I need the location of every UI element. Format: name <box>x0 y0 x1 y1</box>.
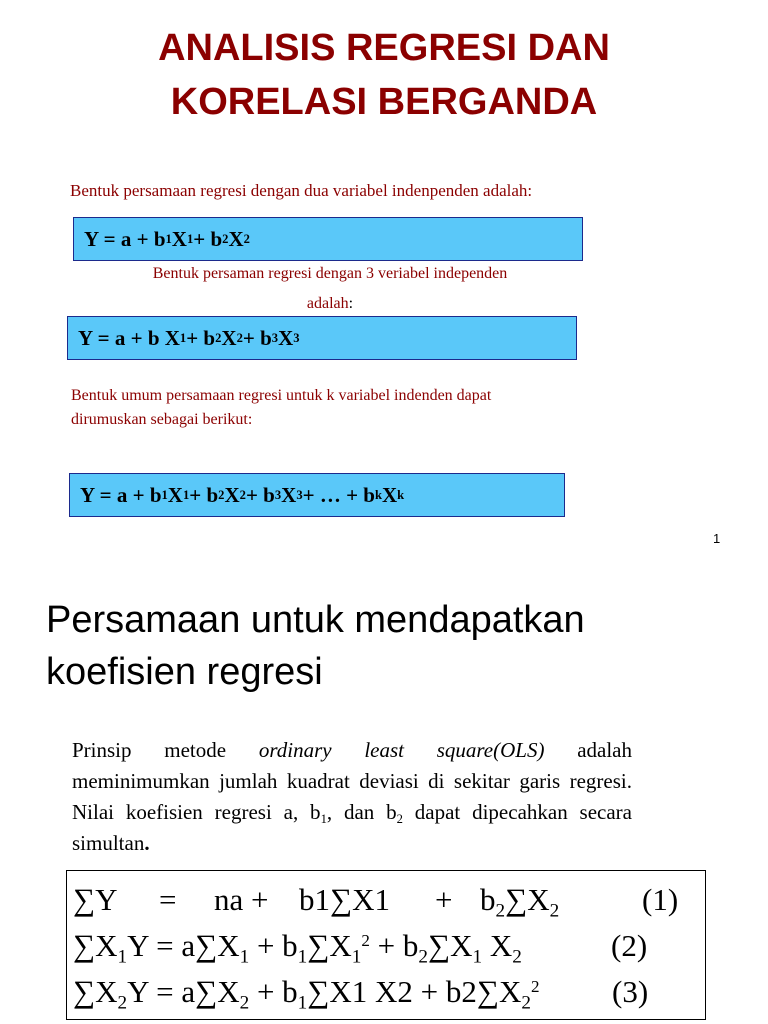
eq3-text: Y = a∑X <box>127 974 240 1009</box>
eq3-sub: 2 <box>117 992 128 1014</box>
equation-three-variables: Y = a + b X 1 + b 2 X 2 + b 3 X 3 <box>67 316 577 360</box>
para-text: , dan b <box>326 800 397 824</box>
eq2-sub: 1 <box>117 946 128 968</box>
eq1-part: b1∑X1 <box>299 882 390 917</box>
eq1-part: na + <box>214 882 269 917</box>
intro-two-variables: Bentuk persamaan regresi dengan dua variabel indenpenden adalah: <box>70 181 533 200</box>
eq-text: X <box>221 325 237 350</box>
eq3-text: ∑X1 X2 + b2∑X <box>307 974 522 1009</box>
eq1-text: b <box>480 882 496 917</box>
intro-three-variables-line1: Bentuk persaman regresi dengan 3 veriabel independen <box>152 265 508 282</box>
eq-text: X <box>171 226 187 251</box>
page-number: 1 <box>713 531 721 546</box>
equation-k-variables: Y = a + b 1 X 1 + b 2 X 2 + b 3 X 3 + … + b k X k <box>69 473 565 517</box>
eq2-body <box>73 923 522 968</box>
eq-text: + b <box>193 226 223 251</box>
eq-text: + b <box>242 325 272 350</box>
eq-text: X <box>224 482 240 507</box>
eq3-number: (3) <box>612 974 649 1009</box>
eq2-sup: 2 <box>361 930 370 950</box>
slide1-title-line2: KORELASI BERGANDA <box>170 81 598 123</box>
eq3-sub: 2 <box>521 992 531 1014</box>
intro-three-colon: : <box>348 295 354 312</box>
eq-text: + b <box>189 482 219 507</box>
para-text: adalah meminimumkan jumlah kuadrat deviasi di sekitar garis regresi. Nilai koefisien regresi a, b <box>72 738 633 824</box>
normal-equation-1 <box>67 877 705 923</box>
intro-three-variables-line2 <box>60 295 600 313</box>
eq2-text: ∑X <box>428 928 473 963</box>
normal-equations-box <box>66 870 706 1020</box>
eq2-text: ∑X <box>73 928 118 963</box>
eq2-text: + b <box>249 928 298 963</box>
eq3-text: + b <box>249 974 298 1009</box>
eq1-part: ∑Y <box>73 882 118 917</box>
slide1-title-line1: ANALISIS REGRESI DAN <box>158 27 610 69</box>
ols-paragraph <box>72 735 632 859</box>
normal-equation-2 <box>67 923 705 969</box>
intro-k-line1: Bentuk umum persamaan regresi untuk k variabel indenden dapat <box>71 387 492 404</box>
eq2-text: X <box>482 928 513 963</box>
eq2-text: Y = a∑X <box>127 928 240 963</box>
eq2-number: (2) <box>611 928 648 963</box>
eq1-number: (1) <box>642 882 679 917</box>
intro-k-line2: dirumuskan sebagai berikut: <box>71 411 253 428</box>
eq1-part: = <box>159 882 177 917</box>
eq2-sub: 1 <box>351 946 362 968</box>
intro-three-word: adalah <box>306 295 349 312</box>
para-italic: ordinary least square(OLS) <box>258 738 545 762</box>
eq1-part: + <box>435 882 453 917</box>
eq2-sub: 2 <box>418 946 428 968</box>
eq-text: + … + b <box>302 482 375 507</box>
eq1-part <box>480 877 559 922</box>
eq3-sub: 1 <box>297 992 308 1014</box>
slide2-title-line2: koefisien regresi <box>46 651 323 693</box>
eq-text: Y = a + b X <box>78 325 180 350</box>
eq2-text: + b <box>369 928 419 963</box>
eq2-sub: 2 <box>512 946 522 968</box>
eq1-text: ∑X <box>505 882 550 917</box>
eq2-sub: 1 <box>239 946 250 968</box>
equation-two-variables: Y = a + b 1 X 1 + b 2 X 2 <box>73 217 583 261</box>
para-sub: 1 <box>320 811 327 826</box>
eq-text: Y = a + b <box>80 482 162 507</box>
eq3-sup: 2 <box>530 976 540 996</box>
eq2-sub: 1 <box>472 946 483 968</box>
eq-text: + b <box>186 325 216 350</box>
para-period: . <box>144 831 150 855</box>
eq-text: Y = a + b <box>84 226 166 251</box>
eq2-text: ∑X <box>307 928 352 963</box>
eq-text: X <box>382 482 398 507</box>
eq-text: X <box>278 325 294 350</box>
eq3-text: ∑X <box>73 974 118 1009</box>
eq-text: X <box>228 226 244 251</box>
eq1-sub: 2 <box>549 900 560 922</box>
intro-k-variables <box>71 384 491 432</box>
eq-text: X <box>167 482 183 507</box>
slide2-title-line1: Persamaan untuk mendapatkan <box>46 599 585 641</box>
eq-text: X <box>281 482 297 507</box>
eq2-sub: 1 <box>297 946 308 968</box>
para-sub: 2 <box>396 811 403 826</box>
para-text: Prinsip metode <box>72 738 259 762</box>
para-text: dapat dipecahkan secara simultan <box>72 800 633 855</box>
eq3-sub: 2 <box>239 992 250 1014</box>
eq-text: + b <box>245 482 275 507</box>
eq1-sub: 2 <box>495 900 506 922</box>
eq3-body <box>73 969 540 1014</box>
normal-equation-3 <box>67 969 705 1015</box>
